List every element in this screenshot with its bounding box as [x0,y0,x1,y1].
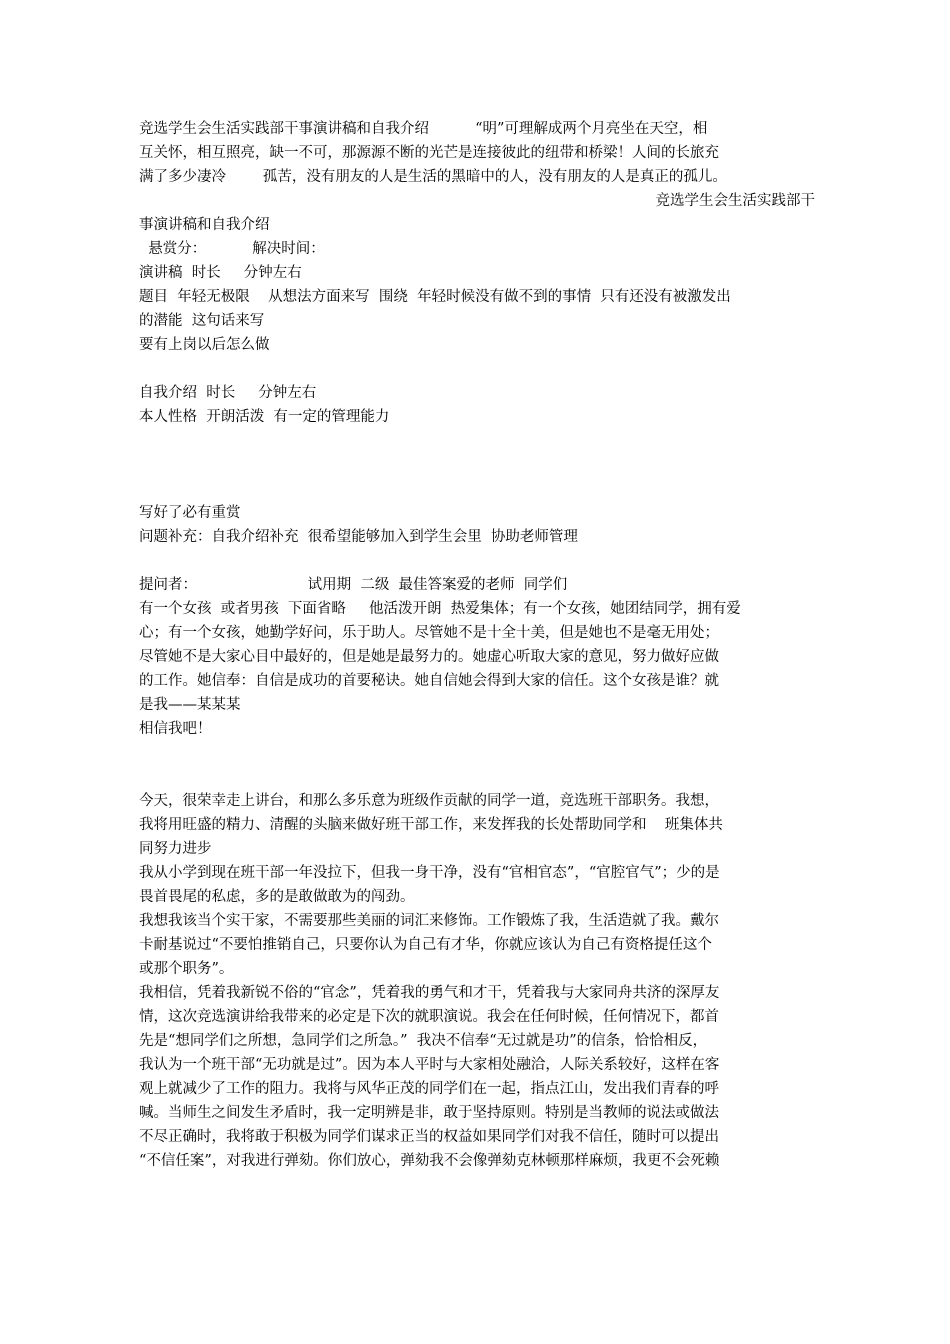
text-line: 本人性格 开朗活泼 有一定的管理能力 [139,409,390,425]
text-line: 满了多少凄冷 孤苦，没有朋友的人是生活的黑暗中的人，没有朋友的人是真正的孤儿。 [139,169,727,185]
text-line: 写好了必有重赏 [139,505,241,521]
text-line: 竞选学生会生活实践部干事演讲稿和自我介绍 “明”可理解成两个月亮坐在天空，相 [139,121,708,137]
text-line: 悬赏分： 解决时间： [139,241,325,257]
reward-block [139,501,815,549]
blank-gap [139,429,815,501]
text-line: 的工作。她信奉：自信是成功的首要秘诀。她自信她会得到大家的信任。这个女孩是谁？就 [139,673,719,689]
text-line: 我认为一个班干部“无功就是过”。因为本人平时与大家相处融洽，人际关系较好，这样在客 [139,1057,720,1073]
intro-block [139,117,815,357]
self-intro-block [139,381,815,429]
blank-line [139,549,815,573]
blank-gap [139,741,815,789]
answer-block [139,573,815,741]
text-line: 的潜能 这句话来写 [139,313,265,329]
text-line: 心；有一个女孩，她勤学好问，乐于助人。尽管她不是十全十美，但是她也不是毫无用处； [139,625,719,641]
text-line: 先是“想同学们之所想，急同学们之所急。” 我决不信奉“无过就是功”的信条，恰恰相反， [139,1033,708,1049]
text-line: 是我——某某某 [139,697,241,713]
text-line: 畏首畏尾的私虑，多的是敢做敢为的闯劲。 [139,889,415,905]
text-line: 题目 年轻无极限 从想法方面来写 围绕 年轻时候没有做不到的事情 只有还没有被激发出 [139,289,731,305]
text-line: 我从小学到现在班干部一年没拉下，但我一身干净，没有“官相官态”，“官腔官气”；少的是 [139,865,720,881]
text-line: 问题补充：自我介绍补充 很希望能够加入到学生会里 协助老师管理 [139,529,578,545]
text-line: 相信我吧！ [139,721,212,737]
text-line: 喊。当师生之间发生矛盾时，我一定明辨是非，敢于坚持原则。特别是当教师的说法或做法 [139,1105,719,1121]
text-line: “不信任案”，对我进行弹劾。你们放心，弹劾我不会像弹劾克林顿那样麻烦，我更不会死赖 [139,1153,720,1169]
text-line: 我想我该当个实干家，不需要那些美丽的词汇来修饰。工作锻炼了我，生活造就了我。戴尔 [139,913,719,929]
text-line: 竞选学生会生活实践部干 [655,193,815,209]
text-line: 演讲稿 时长 分钟左右 [139,265,302,281]
text-line: 事演讲稿和自我介绍 [139,217,270,233]
document-page [139,117,815,1173]
text-line: 我相信，凭着我新锐不俗的“官念”，凭着我的勇气和才干，凭着我与大家同舟共济的深厚友 [139,985,720,1001]
speech-block [139,789,815,1173]
text-line: 不尽正确时，我将敢于积极为同学们谋求正当的权益如果同学们对我不信任，随时可以提出 [139,1129,719,1145]
text-line: 今天，很荣幸走上讲台，和那么多乐意为班级作贡献的同学一道，竞选班干部职务。我想， [139,793,719,809]
text-line: 同努力进步 [139,841,212,857]
text-line: 要有上岗以后怎么做 [139,337,270,353]
text-line: 卡耐基说过“不要怕推销自己，只要你认为自己有才华，你就应该认为自己有资格提任这个 [139,937,712,953]
text-line: 尽管她不是大家心目中最好的，但是她是最努力的。她虚心听取大家的意见，努力做好应做 [139,649,719,665]
blank-line [139,357,815,381]
text-line: 提问者： 试用期 二级 最佳答案爱的老师 同学们 [139,577,568,593]
text-line: 互关怀，相互照亮，缺一不可，那源源不断的光芒是连接彼此的纽带和桥梁！人间的长旅充 [139,145,719,161]
text-line: 有一个女孩 或者男孩 下面省略 他活泼开朗 热爱集体；有一个女孩，她团结同学，拥有爱 [139,601,741,617]
text-line: 或那个职务”。 [139,961,234,977]
text-line: 观上就减少了工作的阻力。我将与风华正茂的同学们在一起，指点江山，发出我们青春的呼 [139,1081,719,1097]
text-line: 自我介绍 时长 分钟左右 [139,385,317,401]
text-line: 情，这次竞选演讲给我带来的必定是下次的就职演说。我会在任何时候，任何情况下，都首 [139,1009,719,1025]
text-line: 我将用旺盛的精力、清醒的头脑来做好班干部工作，来发挥我的长处帮助同学和 班集体共 [139,817,723,833]
